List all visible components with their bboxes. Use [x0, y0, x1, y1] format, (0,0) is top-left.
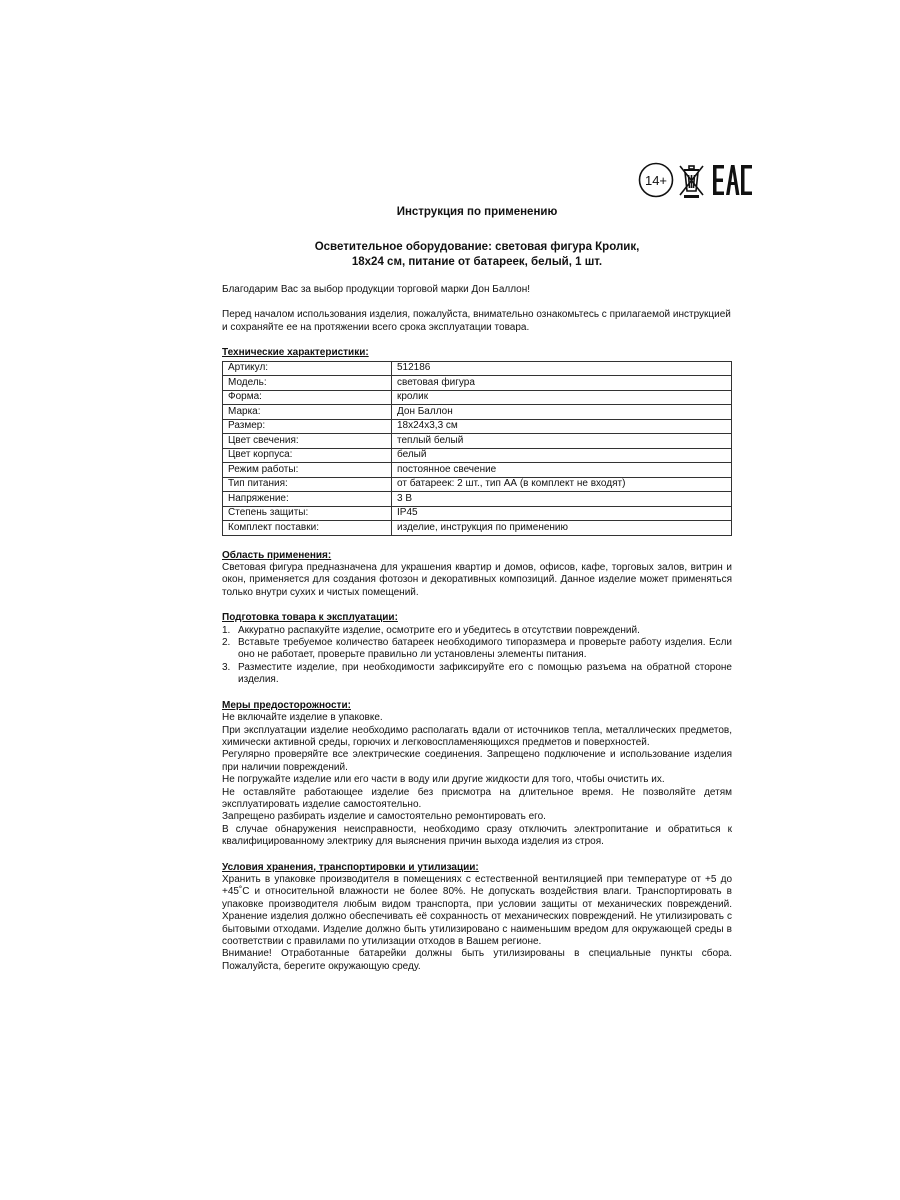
preparation-steps — [222, 625, 732, 687]
spec-value: 3 В — [392, 492, 732, 507]
usage-text: Световая фигура предназначена для украшения квартир и домов, офисов, кафе, торговых залов, витрин и окон, применяется для создания фотозон и декоративных композиций. Данное изделие может применяться только внутри сухих и чистых помещений. — [222, 562, 732, 598]
spec-label: Модель: — [223, 376, 392, 391]
spec-value: световая фигура — [392, 376, 732, 391]
thanks-text: Благодарим Вас за выбор продукции торговой марки Дон Баллон! — [222, 284, 531, 295]
preparation-section — [222, 612, 732, 686]
list-item — [222, 637, 732, 662]
spec-value: белый — [392, 448, 732, 463]
precaution-line: Запрещено разбирать изделие и самостоятельно ремонтировать его. — [222, 811, 546, 823]
spec-value: кролик — [392, 390, 732, 405]
storage-text: Хранить в упаковке производителя в помещениях с естественной вентиляцией при температуре от +5 до +45˚С и относительной влажности не более 80%. Не допускать воздействия влаги. Транспортировать в упаковке производителя любым видом транспорта, при условии защиты от механических повреждений. Хранение изделия должно обеспечивать её сохранность от механических повреждений. Не утилизировать с бытовыми отходами. Изделие должно быть утилизировано с наименьшим вредом для окружающей среды в соответствии с правилами по утилизации отходов в Вашем регионе. — [222, 873, 732, 947]
product-title-line-1: Осветительное оборудование: световая фигура Кролик, — [314, 241, 640, 253]
list-item — [222, 625, 732, 637]
storage-warning: Внимание! Отработанные батарейки должны быть утилизированы в специальные пункты сбора. Пожалуйста, берегите окружающую среду. — [222, 948, 732, 972]
spec-value: Дон Баллон — [392, 405, 732, 420]
step-number: 2. — [222, 637, 231, 649]
step-text: Разместите изделие, при необходимости зафиксируйте его с помощью разъема на обратной стороне изделия. — [238, 661, 732, 686]
spec-value: теплый белый — [392, 434, 732, 449]
table-row — [223, 477, 732, 492]
table-row — [223, 390, 732, 405]
crossed-bin-icon — [680, 166, 703, 198]
spec-value: от батареек: 2 шт., тип АА (в комплект не входят) — [392, 477, 732, 492]
spec-label: Напряжение: — [223, 492, 392, 507]
step-number: 3. — [222, 661, 231, 673]
spec-label: Марка: — [223, 405, 392, 420]
step-text: Вставьте требуемое количество батареек необходимого типоразмера и проверьте работу изделия. Если оно не работает, проверьте правильно ли установлены элементы питания. — [238, 637, 732, 661]
table-row — [223, 419, 732, 434]
specs-table — [222, 361, 732, 536]
certification-marks — [637, 160, 757, 200]
spec-label: Цвет корпуса: — [223, 448, 392, 463]
spec-label: Тип питания: — [223, 477, 392, 492]
table-row — [223, 361, 732, 376]
table-row — [223, 506, 732, 521]
instruction-document — [222, 205, 732, 986]
table-row — [223, 448, 732, 463]
storage-section — [222, 862, 732, 974]
storage-heading: Условия хранения, транспортировки и утилизации: — [222, 861, 479, 873]
table-row — [223, 376, 732, 391]
spec-label: Цвет свечения: — [223, 434, 392, 449]
precautions-section — [222, 700, 732, 849]
age-rating-badge — [640, 164, 673, 197]
product-title — [222, 240, 732, 269]
spec-value: 18x24x3,3 см — [392, 419, 732, 434]
precaution-line: Не включайте изделие в упаковке. — [222, 712, 383, 724]
usage-section — [222, 550, 732, 600]
table-row — [223, 405, 732, 420]
eac-mark — [713, 165, 752, 195]
usage-heading: Область применения: — [222, 549, 332, 561]
spec-label: Комплект поставки: — [223, 521, 392, 536]
list-item — [222, 662, 732, 687]
spec-label: Форма: — [223, 390, 392, 405]
table-row — [223, 434, 732, 449]
precaution-line: Регулярно проверяйте все электрические соединения. Запрещено подключение и использование изделия при наличии повреждений. — [222, 749, 732, 773]
age-rating-text: 14+ — [644, 173, 668, 188]
precaution-line: В случае обнаружения неисправности, необходимо сразу отключить электропитание и обратиться к квалифицированному электрику для выяснения причин выхода изделия из строя. — [222, 823, 732, 848]
spec-value: постоянное свечение — [392, 463, 732, 478]
product-title-line-2: 18x24 см, питание от батареек, белый, 1 шт. — [351, 255, 603, 268]
spec-label: Артикул: — [223, 361, 392, 376]
spec-label: Режим работы: — [223, 463, 392, 478]
spec-value: 512186 — [392, 361, 732, 376]
precaution-line: Не погружайте изделие или его части в воду или другие жидкости для того, чтобы очистить их. — [222, 774, 665, 786]
precaution-line: При эксплуатации изделие необходимо располагать вдали от источников тепла, металлических предметов, химически активной среды, горючих и легковоспламеняющихся предметов и поверхностей. — [222, 724, 732, 748]
precautions-heading: Меры предосторожности: — [222, 699, 351, 711]
step-text: Аккуратно распакуйте изделие, осмотрите его и убедитесь в отсутствии повреждений. — [238, 624, 640, 636]
preparation-heading: Подготовка товара к эксплуатации: — [222, 612, 398, 624]
spec-label: Размер: — [223, 419, 392, 434]
spec-value: изделие, инструкция по применению — [392, 521, 732, 536]
intro-text: Перед началом использования изделия, пожалуйста, внимательно ознакомьтесь с прилагаемой инструкцией и сохраняйте ее на протяжении всего срока эксплуатации товара. — [222, 309, 731, 333]
precaution-line: Не оставляйте работающее изделие без присмотра на длительное время. Не позволяйте детям эксплуатировать изделие самостоятельно. — [222, 786, 732, 810]
spec-value: IP45 — [392, 506, 732, 521]
step-number: 1. — [222, 624, 231, 636]
certification-marks-svg — [637, 160, 757, 200]
document-title: Инструкция по применению — [396, 206, 558, 218]
table-row — [223, 521, 732, 536]
table-row — [223, 463, 732, 478]
spec-label: Степень защиты: — [223, 506, 392, 521]
specs-heading: Технические характеристики: — [222, 347, 369, 359]
table-row — [223, 492, 732, 507]
